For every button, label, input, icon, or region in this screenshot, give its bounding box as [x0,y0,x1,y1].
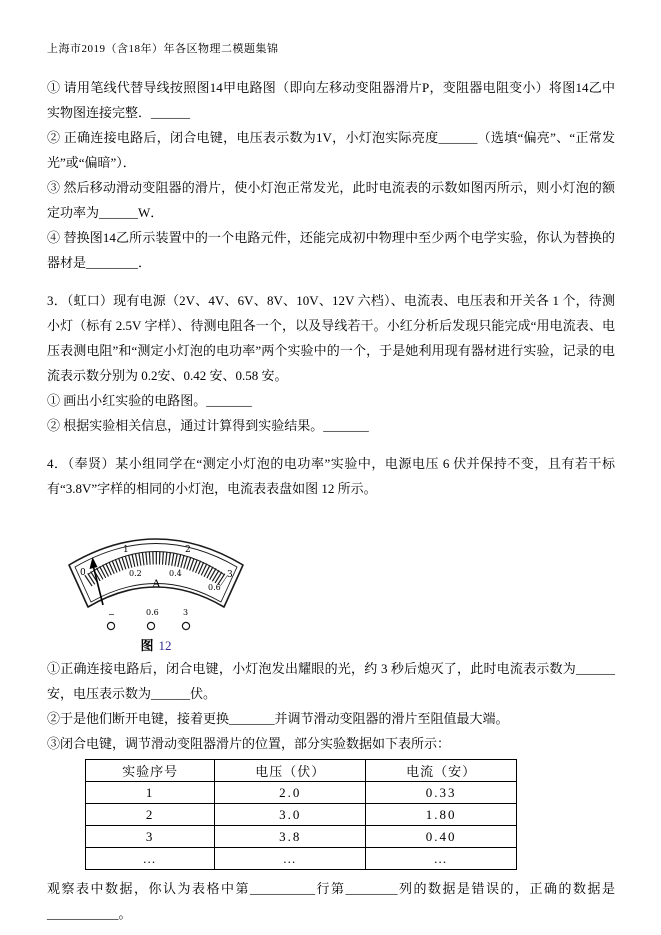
paragraph-item-2: ② 正确连接电路后，闭合电键，电压表示数为1V，小灯泡实际亮度______（选填“偏亮”、“正常发光”或“偏暗”）． [47,130,615,170]
question-3-item-1: ① 画出小红实验的电路图。_______ [47,393,252,408]
section-2 [47,75,615,275]
scale-label-3: 3 [227,570,233,580]
document-title: 上海市2019（含18年）年各区物理二模题集锦 [47,43,279,55]
terminal-circle-0-6 [147,622,154,629]
scale-label-2: 2 [185,545,191,555]
table-header-cell: 电流（安） [366,760,517,782]
figure-caption-number: 12 [158,638,172,653]
table-cell: 1.80 [366,804,517,826]
table-cell: 3 [86,826,215,848]
ammeter-unit-label: A [152,576,161,590]
terminal-label-minus: − [108,610,115,619]
table-cell: 2.0 [215,782,366,804]
table-row [86,804,517,826]
table-cell: 1 [86,782,215,804]
paragraph-item-1: ① 请用笔线代替导线按照图14甲电路图（即向左移动变阻器滑片P，变阻器电阻变小）将图14乙中实物图连接完整．______ [47,80,615,120]
terminal-circle-3 [182,622,189,629]
scale-label-0-6: 0.6 [208,583,221,592]
table-cell: … [86,848,215,870]
ammeter-terminals [107,608,189,630]
table-header-cell: 电压（伏） [215,760,366,782]
question-3 [47,288,615,438]
terminal-label-0-6: 0.6 [146,608,159,617]
paragraph-item-4: ④ 替换图14乙所示装置中的一个电路元件，还能完成初中物理中至少两个电学实验，你认为替换的器材是________． [47,230,615,270]
ammeter-dial [61,507,251,637]
table-row [86,848,517,870]
scale-label-1: 1 [123,545,129,555]
table-header-cell: 实验序号 [86,760,215,782]
terminal-circle-minus [107,622,114,629]
table-header-row [86,760,517,782]
table-cell: 3.0 [215,804,366,826]
experiment-data-table [85,759,517,870]
table-cell: … [366,848,517,870]
table-cell: 0.40 [366,826,517,848]
terminal-label-3: 3 [183,608,189,617]
table-cell: 2 [86,804,215,826]
figure-ammeter [61,507,261,654]
question-4-item-2: ②于是他们断开电键，接着更换_______并调节滑动变阻器的滑片至阻值最大端。 [47,711,509,726]
question-4-item-3: ③闭合电键，调节滑动变阻器滑片的位置，部分实验数据如下表所示： [47,736,451,751]
figure-caption-prefix: 图 [140,638,154,653]
table-cell: 0.33 [366,782,517,804]
question-4-closing: 观察表中数据，你认为表格中第__________行第________列的数据是错误的，正确的数据是___________。 [47,881,615,921]
table-cell: … [215,848,366,870]
question-4-intro: 4．（奉贤）某小组同学在“测定小灯泡的电功率”实验中，电源电压 6 伏并保持不变，且有若干标有“3.8V”字样的相同的小灯泡，电流表表盘如图 12 所示。 [47,456,615,496]
scale-label-0: 0 [80,568,86,578]
question-3-intro: 3．（虹口）现有电源（2V、4V、6V、8V、10V、12V 六档）、电流表、电压表和开关各 1 个，待测小灯（标有 2.5V 字样）、待测电阻各一个，以及导线若干。小红分析后发现只能完成“用电流表、电压表测电阻”和“测定小灯泡的电功率”两个实验中的一个，于是她利用现有器材进行实验，记录的电流表示数分别为 0.2安、0.42 安、0.58 安。 [47,293,615,383]
scale-label-0-2: 0.2 [129,569,142,578]
question-4-item-1: ①正确连接电路后，闭合电键，小灯泡发出耀眼的光，约 3 秒后熄灭了，此时电流表示数为______安，电压表示数为______伏。 [47,661,615,701]
figure-caption [61,635,251,654]
scale-label-0-4: 0.4 [169,569,182,578]
question-4 [47,451,615,926]
question-3-item-2: ② 根据实验相关信息，通过计算得到实验结果。_______ [47,418,369,433]
table-row [86,782,517,804]
table-cell: 3.8 [215,826,366,848]
table-row [86,826,517,848]
paragraph-item-3: ③ 然后移动滑动变阻器的滑片，使小灯泡正常发光，此时电流表的示数如图丙所示，则小灯泡的额定功率为______W． [47,180,615,220]
